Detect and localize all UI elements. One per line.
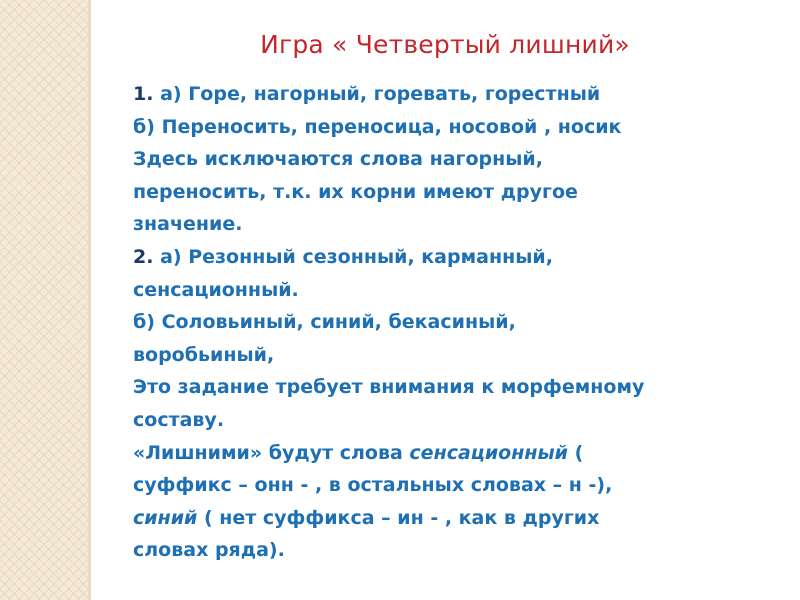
body-line	[133, 274, 763, 307]
body-line	[133, 339, 763, 372]
body-line	[133, 371, 763, 404]
line-text: Здесь исключаются слова нагорный,	[133, 148, 543, 171]
body-line	[133, 502, 763, 535]
body-line	[133, 176, 763, 209]
line-text: значение.	[133, 213, 243, 236]
slide-body	[133, 78, 763, 567]
line-text: ( нет суффикса – ин - , как в других	[197, 506, 600, 529]
body-line	[133, 78, 763, 111]
body-line	[133, 437, 763, 470]
line-text: а) Резонный сезонный, карманный,	[153, 245, 553, 268]
emphasized-word: сенсационный	[409, 441, 568, 464]
body-line	[133, 469, 763, 502]
body-line	[133, 306, 763, 339]
line-text: составу.	[133, 408, 225, 431]
line-text: Это задание требует внимания к морфемному	[133, 376, 645, 399]
body-line	[133, 534, 763, 567]
item-number: 1.	[133, 83, 154, 105]
body-line	[133, 143, 763, 176]
body-line	[133, 208, 763, 241]
line-text: б) Соловьиный, синий, бекасиный,	[133, 311, 516, 334]
body-line	[133, 241, 763, 274]
slide-title: Игра « Четвертый лишний»	[260, 30, 630, 59]
line-text: суффикс – онн - , в остальных словах – н -),	[133, 474, 613, 497]
body-line	[133, 111, 763, 144]
decorative-side-edge	[88, 0, 91, 600]
item-number: 2.	[133, 245, 154, 268]
line-text: воробьиный,	[133, 343, 275, 366]
emphasized-word: синий	[133, 506, 198, 529]
line-text: а) Горе, нагорный, горевать, горестный	[153, 83, 601, 105]
decorative-side-pattern	[0, 0, 88, 600]
line-text: (	[567, 441, 584, 464]
line-text: сенсационный.	[133, 278, 299, 301]
line-text: словах ряда).	[133, 539, 285, 562]
line-text: «Лишними» будут слова	[133, 441, 410, 464]
line-text: б) Переносить, переносица, носовой , носик	[133, 115, 622, 138]
line-text: переносить, т.к. их корни имеют другое	[133, 180, 578, 203]
body-line	[133, 404, 763, 437]
